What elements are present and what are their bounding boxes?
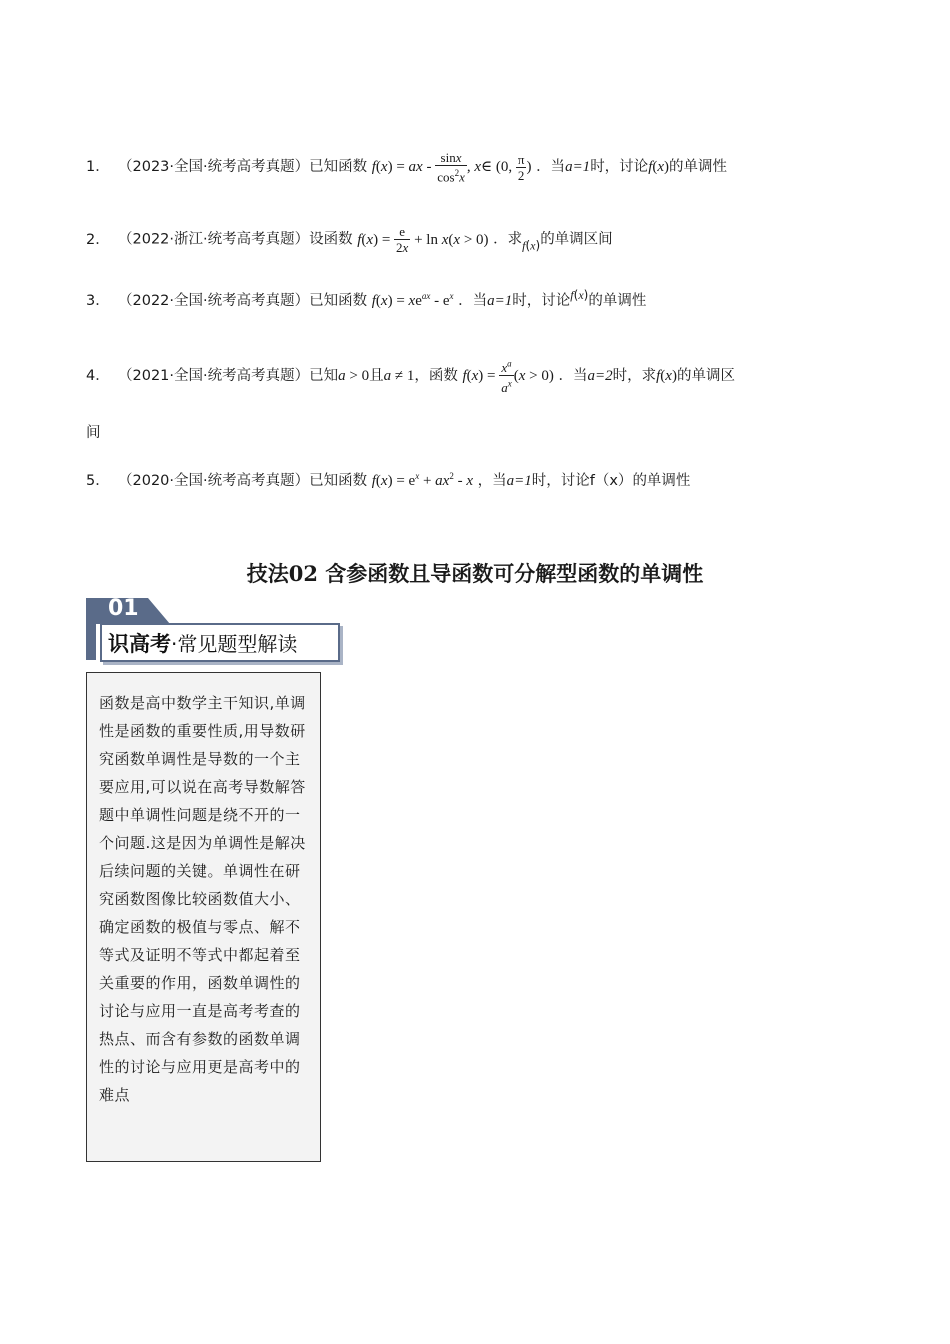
question-source: （2022·全国·统考高考真题） <box>118 293 310 309</box>
question-number: 1． <box>86 159 110 176</box>
section-badge <box>86 598 341 664</box>
question-5: 5． （2020·全国·统考高考真题）已知函数 $f(x) = e^x + ax^2 - x$ ，当a=1时，讨论f（x）的单调性 <box>86 471 691 489</box>
question-source: （2021·全国·统考高考真题） <box>118 367 310 384</box>
description-box: 函数是高中数学主干知识,单调性是函数的重要性质,用导数研究函数单调性是导数的一个主要应用,可以说在高考导数解答题中单调性问题是绕不开的一个问题.这是因为单调性是解决后续问题的关键。单调性在研究函数图像比较函数值大小、确定函数的极值与零点、解不等式及证明不等式中都起着至关重要的作用，函数单调性的讨论与应用一直是高考考查的热点、而含有参数的函数单调性的讨论与应用更是高考中的难点 <box>86 672 321 1162</box>
question-number: 2． <box>86 231 110 248</box>
question-number: 3． <box>86 293 110 309</box>
question-source: （2022·浙江·统考高考真题） <box>118 231 310 248</box>
badge-label-box <box>100 623 340 662</box>
formula: $f(x) = xe^{ax} - e^x$ <box>371 291 454 309</box>
formula: $f(x) = e^x + ax^2 - x$ <box>371 471 474 489</box>
badge-number: 01 <box>108 596 139 621</box>
question-3: 3． （2022·全国·统考高考真题）已知函数 $f(x) = xe^{ax} - e^x$ ．当a=1时，讨论$^{f(x)}$的单调性 <box>86 288 647 309</box>
question-4: 4． （2021·全国·统考高考真题）已知a > 0且a ≠ 1，函数 f(x) = $\frac{x^a}{a^x}$ (x > 0) ．当a=2时，求f(x)的单调区 <box>86 359 735 395</box>
badge-sub-label: ·常见题型解读 <box>171 632 298 656</box>
question-source: （2023·全国·统考高考真题） <box>118 159 310 176</box>
question-number: 5． <box>86 473 110 489</box>
formula: f(x) = $\frac{x^a}{a^x}$ (x > 0) <box>462 359 554 395</box>
section-title: 技法02 含参函数且导函数可分解型函数的单调性 <box>246 561 704 586</box>
formula: f(x) = $\frac{e}{2x}$ + ln x(x > 0) <box>357 224 489 255</box>
question-1: 1． （2023·全国·统考高考真题）已知函数 f(x) = ax - $\frac{\sin x}{\cos^2x}$ , x∈ (0, $\frac{\pi}{2}$ ) ．当a=1时，讨论f(x)的单调性 <box>86 150 728 185</box>
question-2: 2． （2022·浙江·统考高考真题）设函数 f(x) = $\frac{e}{2x}$ + ln x(x > 0) ．求$_{f(x)}$的单调区间 <box>86 224 613 255</box>
formula: f(x) = ax - $\frac{\sin x}{\cos^2x}$ , x∈ (0, $\frac{\pi}{2}$ ) <box>371 150 532 185</box>
question-4-continued: 间 <box>86 425 101 441</box>
question-source: （2020·全国·统考高考真题） <box>118 473 310 489</box>
question-number: 4． <box>86 367 110 384</box>
badge-main-label: 识高考 <box>108 632 171 656</box>
